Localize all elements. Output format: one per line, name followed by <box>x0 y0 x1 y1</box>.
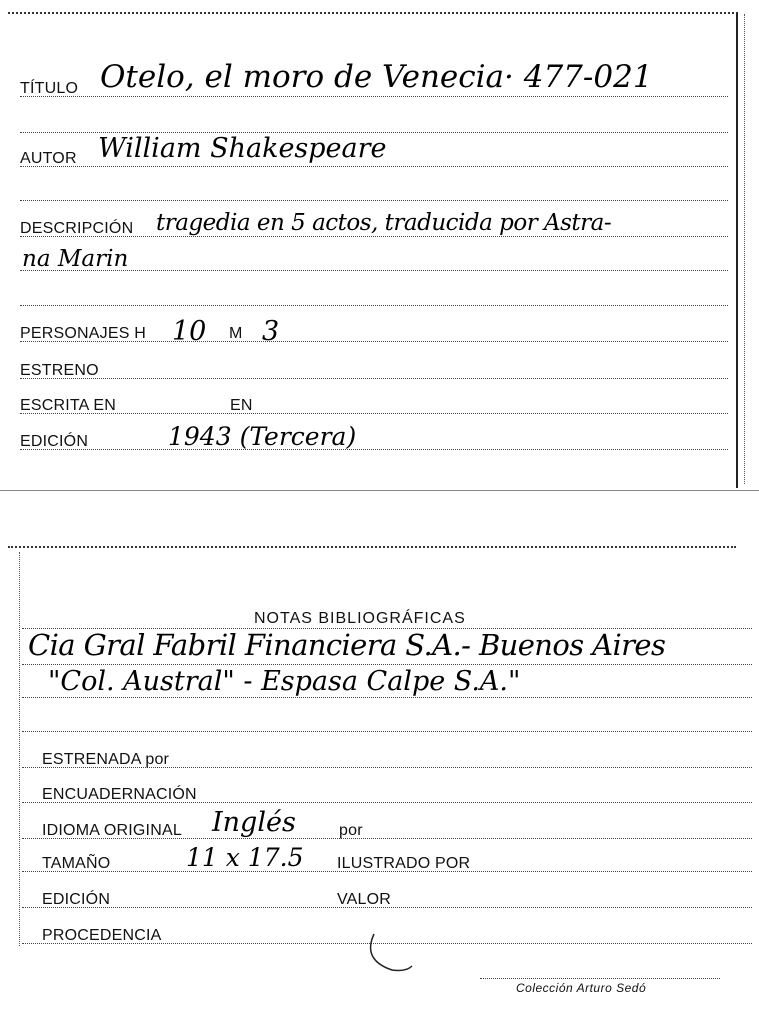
escrita-en-label: ESCRITA EN <box>20 397 116 414</box>
personajes-m-label: M <box>229 325 243 342</box>
estreno-label: ESTRENO <box>20 362 99 379</box>
card-edge-left <box>19 552 20 946</box>
notas-line-1 <box>22 664 752 665</box>
notas-value: Cia Gral Fabril Financiera S.A.- Buenos Aires <box>28 628 666 662</box>
valor-label: VALOR <box>337 891 392 908</box>
titulo-value: Otelo, el moro de Venecia· 477-021 <box>100 59 653 95</box>
titulo-line <box>20 96 728 97</box>
en-label: EN <box>230 397 253 414</box>
autor-line <box>20 166 728 167</box>
notas-title: NOTAS BIBLIOGRÁFICAS <box>254 610 466 627</box>
edicion-label-bottom: EDICIÓN <box>42 891 111 908</box>
descripcion-label: DESCRIPCIÓN <box>20 220 134 237</box>
card-separator <box>0 490 759 491</box>
notas-value-continued: "Col. Austral" - Espasa Calpe S.A." <box>48 666 521 697</box>
tamano-value: 11 x 17.5 <box>186 843 304 872</box>
idioma-value: Inglés <box>212 807 296 838</box>
card-edge-right <box>744 14 745 484</box>
blank-line <box>20 305 728 306</box>
edicion-line <box>20 449 728 450</box>
estreno-line <box>20 378 728 379</box>
tamano-label: TAMAÑO <box>42 855 111 872</box>
notas-line-2 <box>22 697 752 698</box>
descripcion-value-continued: na Marin <box>22 246 129 272</box>
autor-label: AUTOR <box>20 150 77 167</box>
credit-line <box>480 978 720 979</box>
personajes-label: PERSONAJES H <box>20 325 146 342</box>
edicion-value: 1943 (Tercera) <box>168 422 357 451</box>
punch-hole-arc <box>362 930 416 976</box>
procedencia-label: PROCEDENCIA <box>42 927 162 944</box>
escrita-line <box>20 413 728 414</box>
estrenada-label: ESTRENADA por <box>42 751 170 768</box>
por-label: por <box>339 822 363 839</box>
personajes-m-value: 3 <box>262 316 280 347</box>
autor-value: William Shakespeare <box>98 133 387 164</box>
blank-line <box>20 200 728 201</box>
blank-line <box>22 731 752 732</box>
personajes-h-value: 10 <box>172 316 207 347</box>
idioma-label: IDIOMA ORIGINAL <box>42 822 182 839</box>
encuadernacion-label: ENCUADERNACIÓN <box>42 786 197 803</box>
descripcion-value: tragedia en 5 actos, traducida por Astra- <box>156 210 612 236</box>
ilustrado-label: ILUSTRADO POR <box>337 855 471 872</box>
edicion-label: EDICIÓN <box>20 433 89 450</box>
collection-credit: Colección Arturo Sedó <box>516 981 647 995</box>
titulo-label: TÍTULO <box>20 80 79 97</box>
